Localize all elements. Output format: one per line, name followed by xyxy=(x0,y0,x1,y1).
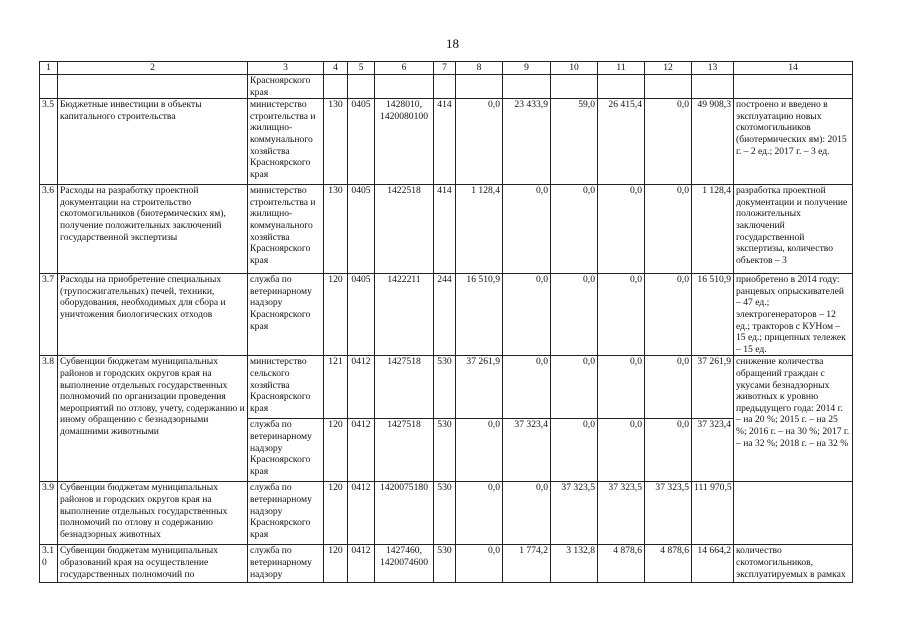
column-header: 3 xyxy=(248,62,324,75)
amount-cell: 16 510,9 xyxy=(456,274,503,356)
code-cell: 130 xyxy=(324,185,348,274)
row-index: 3.8 xyxy=(40,356,58,482)
amount-cell: 0,0 xyxy=(598,419,645,482)
column-header: 14 xyxy=(734,62,853,75)
table-row xyxy=(40,274,853,356)
column-header: 5 xyxy=(348,62,375,75)
amount-cell: 0,0 xyxy=(645,99,692,185)
row-index: 3.9 xyxy=(40,482,58,545)
code-cell: 0405 xyxy=(348,274,375,356)
code-cell: 120 xyxy=(324,482,348,545)
table-row xyxy=(40,482,853,545)
executor-cell: служба по ветеринарному надзору Красноярского края xyxy=(248,482,324,545)
executor-cell: служба по ветеринарному надзору xyxy=(248,545,324,583)
code-cell: 0405 xyxy=(348,99,375,185)
amount-cell: 4 878,6 xyxy=(645,545,692,583)
result-cell: построено и введено в эксплуатацию новых скотомогильников (биотермических ям): 2015 г. – 2 ед.; 2017 г. – 3 ед. xyxy=(734,99,853,185)
column-header: 4 xyxy=(324,62,348,75)
code-cell: 0412 xyxy=(348,356,375,419)
amount-cell: 37 323,5 xyxy=(598,482,645,545)
amount-cell: 26 415,4 xyxy=(598,99,645,185)
column-header: 7 xyxy=(434,62,456,75)
column-header: 10 xyxy=(551,62,598,75)
table-row xyxy=(40,356,853,419)
result-cell: снижение количества обращений граждан с укусами безнадзорных животных к уровню предыдущего года: 2014 г. – на 20 %; 2015 г. – на 25 %; 2016 г. – на 30 %; 2017 г. – на 32 %; 2018 г. – на 32 % xyxy=(734,356,853,482)
measure-name: Субвенции бюджетам муниципальных районов и городских округов края на выполнение отдельных государственных полномочий по отлову и содержанию безнадзорных животных xyxy=(58,482,248,545)
code-cell: 120 xyxy=(324,545,348,583)
column-header: 11 xyxy=(598,62,645,75)
code-cell: 1427460, 1420074600 xyxy=(375,545,434,583)
column-header: 6 xyxy=(375,62,434,75)
amount-cell: 0,0 xyxy=(645,185,692,274)
executor-cell: Красноярского края xyxy=(248,75,324,99)
table-row xyxy=(40,99,853,185)
code-cell: 120 xyxy=(324,419,348,482)
measure-name: Расходы на приобретение специальных (трупосжигательных) печей, техники, оборудования, необходимых для сбора и уничтожения биологических отходов xyxy=(58,274,248,356)
code-cell: 1422211 xyxy=(375,274,434,356)
code-cell: 120 xyxy=(324,274,348,356)
row-index: 3.7 xyxy=(40,274,58,356)
column-header: 2 xyxy=(58,62,248,75)
code-cell: 530 xyxy=(434,419,456,482)
executor-cell: министерство строительства и жилищно-коммунального хозяйства Красноярского края xyxy=(248,185,324,274)
column-header: 8 xyxy=(456,62,503,75)
code-cell: 530 xyxy=(434,356,456,419)
code-cell: 414 xyxy=(434,99,456,185)
column-header: 9 xyxy=(503,62,551,75)
amount-cell: 0,0 xyxy=(456,482,503,545)
amount-cell: 23 433,9 xyxy=(503,99,551,185)
amount-cell: 0,0 xyxy=(551,419,598,482)
measure-name: Субвенции бюджетам муниципальных образований края на осуществление государственных полномочий по xyxy=(58,545,248,583)
amount-cell: 0,0 xyxy=(503,356,551,419)
code-cell: 0412 xyxy=(348,419,375,482)
amount-cell: 59,0 xyxy=(551,99,598,185)
code-cell: 1427518 xyxy=(375,419,434,482)
amount-cell: 0,0 xyxy=(645,419,692,482)
total-cell: 49 908,3 xyxy=(692,99,734,185)
result-cell: количество скотомогильников, эксплуатируемых в рамках xyxy=(734,545,853,583)
amount-cell: 3 132,8 xyxy=(551,545,598,583)
amount-cell: 0,0 xyxy=(645,274,692,356)
measure-name: Субвенции бюджетам муниципальных районов и городских округов края на выполнение отдельных государственных полномочий по организации проведения мероприятий по отлову, учету, содержанию и иному обращению с безнадзорными домашними животными xyxy=(58,356,248,482)
executor-cell: служба по ветеринарному надзору Красноярского края xyxy=(248,419,324,482)
budget-table xyxy=(39,61,853,583)
amount-cell: 0,0 xyxy=(503,274,551,356)
amount-cell: 1 128,4 xyxy=(456,185,503,274)
code-cell: 121 xyxy=(324,356,348,419)
continuation-row xyxy=(40,75,853,99)
amount-cell: 0,0 xyxy=(456,545,503,583)
total-cell: 37 261,9 xyxy=(692,356,734,419)
code-cell: 1428010, 1420080100 xyxy=(375,99,434,185)
amount-cell: 37 261,9 xyxy=(456,356,503,419)
measure-name: Расходы на разработку проектной документации на строительство скотомогильников (биотермических ям), получение положительных заключений государственной экспертизы xyxy=(58,185,248,274)
amount-cell: 0,0 xyxy=(598,185,645,274)
row-index: 3.5 xyxy=(40,99,58,185)
total-cell: 16 510,9 xyxy=(692,274,734,356)
result-cell: разработка проектной документации и получение положительных заключений государственной экспертизы, количество объектов – 3 xyxy=(734,185,853,274)
page-number: 18 xyxy=(446,36,459,51)
code-cell: 0412 xyxy=(348,545,375,583)
code-cell: 414 xyxy=(434,185,456,274)
amount-cell: 37 323,5 xyxy=(645,482,692,545)
code-cell: 130 xyxy=(324,99,348,185)
amount-cell: 0,0 xyxy=(503,482,551,545)
amount-cell: 0,0 xyxy=(551,274,598,356)
amount-cell: 0,0 xyxy=(645,356,692,419)
measure-name: Бюджетные инвестиции в объекты капитального строительства xyxy=(58,99,248,185)
code-cell: 530 xyxy=(434,482,456,545)
code-cell: 0405 xyxy=(348,185,375,274)
row-index: 3.10 xyxy=(40,545,58,583)
table-row xyxy=(40,185,853,274)
total-cell: 111 970,5 xyxy=(692,482,734,545)
column-number-row xyxy=(40,62,853,75)
amount-cell: 37 323,4 xyxy=(503,419,551,482)
amount-cell: 0,0 xyxy=(551,185,598,274)
amount-cell: 0,0 xyxy=(503,185,551,274)
column-header: 13 xyxy=(692,62,734,75)
amount-cell: 1 774,2 xyxy=(503,545,551,583)
result-cell: приобретено в 2014 году: ранцевых опрыскивателей – 47 ед.; электрогенераторов – 12 ед.; тракторов с КУНом – 15 ед.; прицепных тележек – 15 ед. xyxy=(734,274,853,356)
total-cell: 1 128,4 xyxy=(692,185,734,274)
code-cell: 1427518 xyxy=(375,356,434,419)
column-header: 1 xyxy=(40,62,58,75)
amount-cell: 4 878,6 xyxy=(598,545,645,583)
amount-cell: 0,0 xyxy=(598,274,645,356)
amount-cell: 0,0 xyxy=(598,356,645,419)
amount-cell: 37 323,5 xyxy=(551,482,598,545)
table-row xyxy=(40,545,853,583)
column-header: 12 xyxy=(645,62,692,75)
row-index: 3.6 xyxy=(40,185,58,274)
result-cell xyxy=(734,482,853,545)
total-cell: 37 323,4 xyxy=(692,419,734,482)
code-cell: 1420075180 xyxy=(375,482,434,545)
amount-cell: 0,0 xyxy=(456,99,503,185)
code-cell: 244 xyxy=(434,274,456,356)
total-cell: 14 664,2 xyxy=(692,545,734,583)
code-cell: 530 xyxy=(434,545,456,583)
code-cell: 0412 xyxy=(348,482,375,545)
amount-cell: 0,0 xyxy=(551,356,598,419)
executor-cell: служба по ветеринарному надзору Красноярского края xyxy=(248,274,324,356)
code-cell: 1422518 xyxy=(375,185,434,274)
executor-cell: министерство строительства и жилищно-коммунального хозяйства Красноярского края xyxy=(248,99,324,185)
amount-cell: 0,0 xyxy=(456,419,503,482)
executor-cell: министерство сельского хозяйства Красноярского края xyxy=(248,356,324,419)
